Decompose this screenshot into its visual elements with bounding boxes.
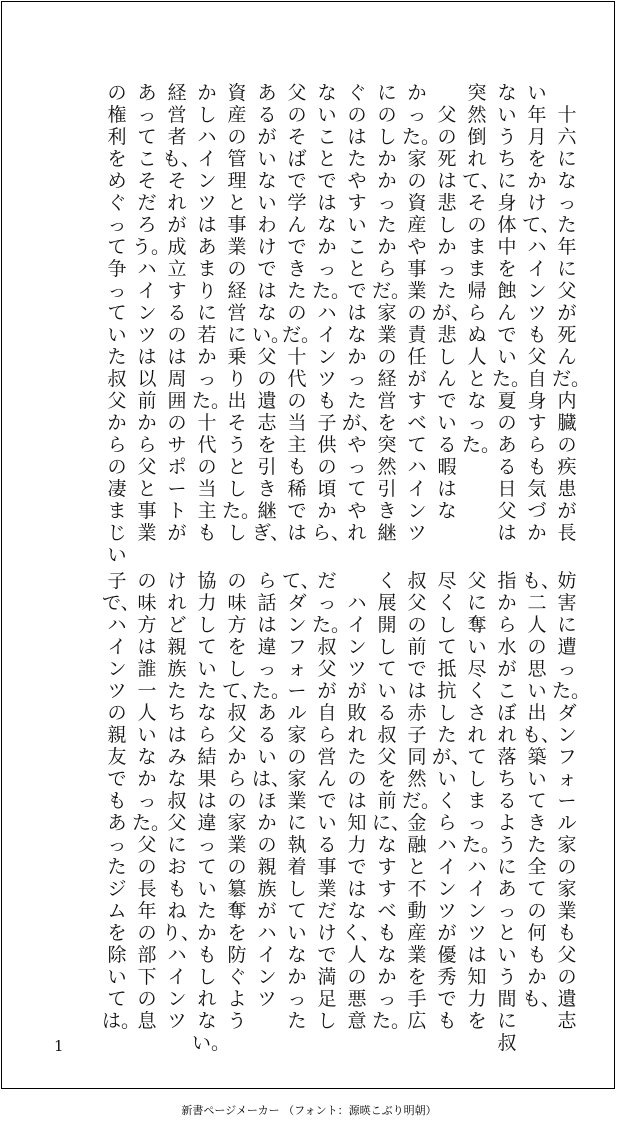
text-column: けれど親族たちはみな叔父におもねり、ハインツ (162, 570, 201, 1032)
text-column: かしハインツはあまりに若かった。十代の当主も (192, 82, 231, 544)
text-column: 資産の管理と事業の経営に乗り出そうとした。し (222, 82, 261, 544)
text-column: 叔父の前では赤子同然だ。金融と不動産業を手広 (402, 570, 441, 1032)
text-column: にのしかかったからだ。家業の経営を突然引き継 (372, 82, 411, 544)
text-column: ら話は違った。あるいは、ほかの親族がハインツ (252, 570, 291, 1010)
text-column: 尽くして抵抗したが、いくらハインツが優秀でも (432, 570, 471, 1032)
text-column: て、ダンフォール家の家業に執着していなかった (282, 570, 320, 1032)
text-column: 協力していたなら結果は違っていたかもしれない。 (192, 570, 231, 1054)
text-column: ハインツが敗れたのは知力ではなく、人の悪意 (342, 570, 380, 1032)
text-column: かった。家の資産や事業の責任がすべてハインツ (402, 82, 441, 544)
top-text-block (32, 82, 591, 566)
page-number: 1 (54, 1037, 64, 1055)
text-column: 父のそばで学んできたのだ。十代の当主も稀では (282, 82, 321, 544)
text-column: の味方をして、叔父からの家業の簒奪を防ぐよう (222, 570, 260, 1032)
text-column: 突然倒れて、そのまま帰らぬ人となった。 (462, 82, 501, 456)
text-column: 子で、ハインツの親友でもあったジムを除いては。 (102, 570, 141, 1032)
text-column: い年月をかけて、ハインツも父自身すらも気づか (522, 82, 560, 544)
text-column: 経営者も、それが成立するのは周囲のサポートが (162, 82, 201, 544)
footer-caption: 新書ページメーカー （フォント：源暎こぶり明朝） (181, 1104, 437, 1117)
bottom-text-block (32, 570, 591, 1054)
text-column: の権利をめぐって争っていた叔父からの凄まじい (107, 82, 127, 566)
text-column: あるがいないわけではない。父の遺志を引き継ぎ、 (252, 82, 291, 544)
text-column: あってこそだろう。ハインツは以前から父と事業 (132, 82, 171, 544)
text-column: ないうちに身体中を蝕んでいた。夏のある日父は (492, 82, 531, 544)
text-column: 十六になった年に父が死んだ。内臓の疾患が長 (552, 82, 591, 544)
text-column: 指から水がこぼれ落ちるようにあっという間に叔 (497, 570, 517, 1054)
text-column: 父の死は悲しかったが、悲しんでいる暇はな (432, 82, 471, 522)
text-column: だった。叔父が自ら営んでいる事業だけで満足し (312, 570, 351, 1032)
text-column: く展開している叔父を前に、なすすべもなかった。 (372, 570, 411, 1032)
text-column: も、二人の思い出も、築いてきた全ての何もかも、 (522, 570, 561, 1010)
text-column: 父に奪い尽くされてしまった。ハインツは知力を (462, 570, 501, 1032)
text-column: ないことではなかった。ハインツも子供の頃から、 (312, 82, 351, 544)
text-column: 妨害に遭った。ダンフォール家の家業も父の遺志 (552, 570, 591, 1032)
text-column: の味方は誰一人いなかった。父の長年の部下の息 (132, 570, 171, 1032)
text-column: ぐのはたやすいことではなかったが、やってやれ (342, 82, 381, 544)
